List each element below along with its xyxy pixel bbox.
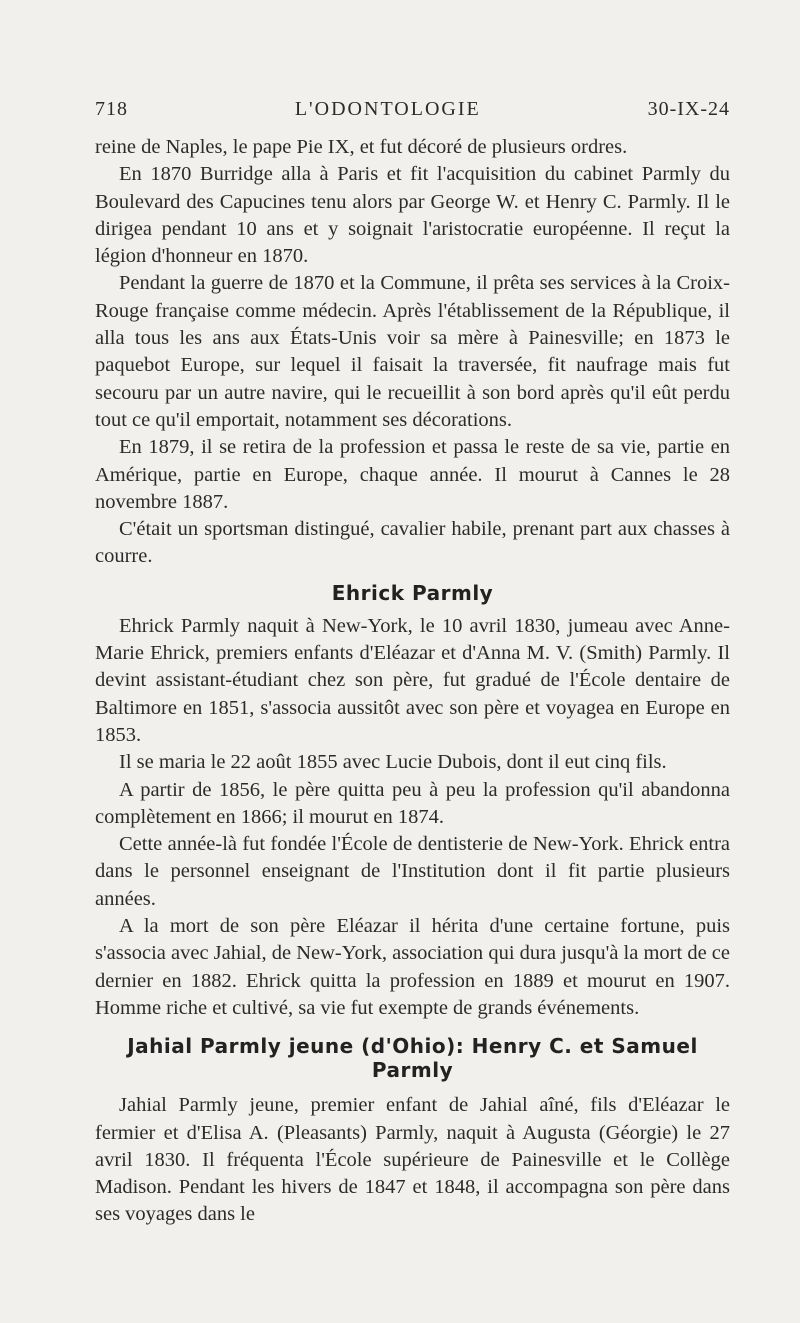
paragraph: Il se maria le 22 août 1855 avec Lucie Dubois, dont il eut cinq fils. bbox=[119, 751, 667, 774]
issue-date: 30-IX-24 bbox=[647, 98, 730, 120]
paragraph: A partir de 1856, le père quitta peu à peu la profession qu'il abandonna complètement en 1866; il mourut en 1874. bbox=[95, 778, 730, 828]
paragraph: A la mort de son père Eléazar il hérita d'une certaine fortune, puis s'associa avec Jahial, de New-York, association qui dura jusqu'à la mort de ce dernier en 1882. Ehrick quitta la profession en 1889 et mourut en 1907. Homme riche et cultivé, sa vie fut exempte de grands événements. bbox=[95, 915, 730, 1019]
section-heading: Jahial Parmly jeune (d'Ohio): Henry C. et Samuel Parmly bbox=[127, 1034, 698, 1083]
section-heading: Ehrick Parmly bbox=[331, 580, 494, 605]
page-number: 718 bbox=[95, 98, 128, 120]
paragraph: Pendant la guerre de 1870 et la Commune, il prêta ses services à la Croix-Rouge française comme médecin. Après l'établissement de la République, il alla tous les ans aux États-Unis voir sa mère à Painesville; en 1873 le paquebot Europe, sur lequel il faisait la traversée, fit naufrage mais fut secouru par un autre navire, qui le recueillit à son bord après qu'il eût perdu tout ce qu'il emportait, notamment ses décorations. bbox=[95, 272, 730, 431]
paragraph: reine de Naples, le pape Pie IX, et fut décoré de plusieurs ordres. bbox=[95, 136, 628, 158]
running-title: L'ODONTOLOGIE bbox=[294, 98, 481, 120]
paragraph: C'était un sportsman distingué, cavalier habile, prenant part aux chasses à courre. bbox=[95, 518, 730, 568]
page-body bbox=[95, 134, 730, 1229]
paragraph: En 1870 Burridge alla à Paris et fit l'acquisition du cabinet Parmly du Boulevard des Capucines tenu alors par George W. et Henry C. Parmly. Il le dirigea pendant 10 ans et y soignait l'aristocratie européenne. Il reçut la légion d'honneur en 1870. bbox=[95, 163, 730, 268]
paragraph: Jahial Parmly jeune, premier enfant de Jahial aîné, fils d'Eléazar le fermier et d'Elisa A. (Pleasants) Parmly, naquit à Augusta (Géorgie) le 27 avril 1830. Il fréquenta l'École supérieure de Painesville et le Collège Madison. Pendant les hivers de 1847 et 1848, il accompagna son père dans ses voyages dans le bbox=[95, 1094, 730, 1226]
paragraph: Ehrick Parmly naquit à New-York, le 10 avril 1830, jumeau avec Anne-Marie Ehrick, premiers enfants d'Eléazar et d'Anna M. V. (Smith) Parmly. Il devint assistant-étudiant chez son père, fut gradué de l'École dentaire de Baltimore en 1851, s'associa aussitôt avec son père et voyagea en Europe en 1853. bbox=[95, 614, 730, 746]
paragraph: Cette année-là fut fondée l'École de dentisterie de New-York. Ehrick entra dans le personnel enseignant de l'Institution dont il fit partie plusieurs années. bbox=[95, 833, 730, 910]
running-header bbox=[95, 98, 730, 121]
paragraph: En 1879, il se retira de la profession et passa le reste de sa vie, partie en Amérique, partie en Europe, chaque année. Il mourut à Cannes le 28 novembre 1887. bbox=[95, 436, 730, 513]
